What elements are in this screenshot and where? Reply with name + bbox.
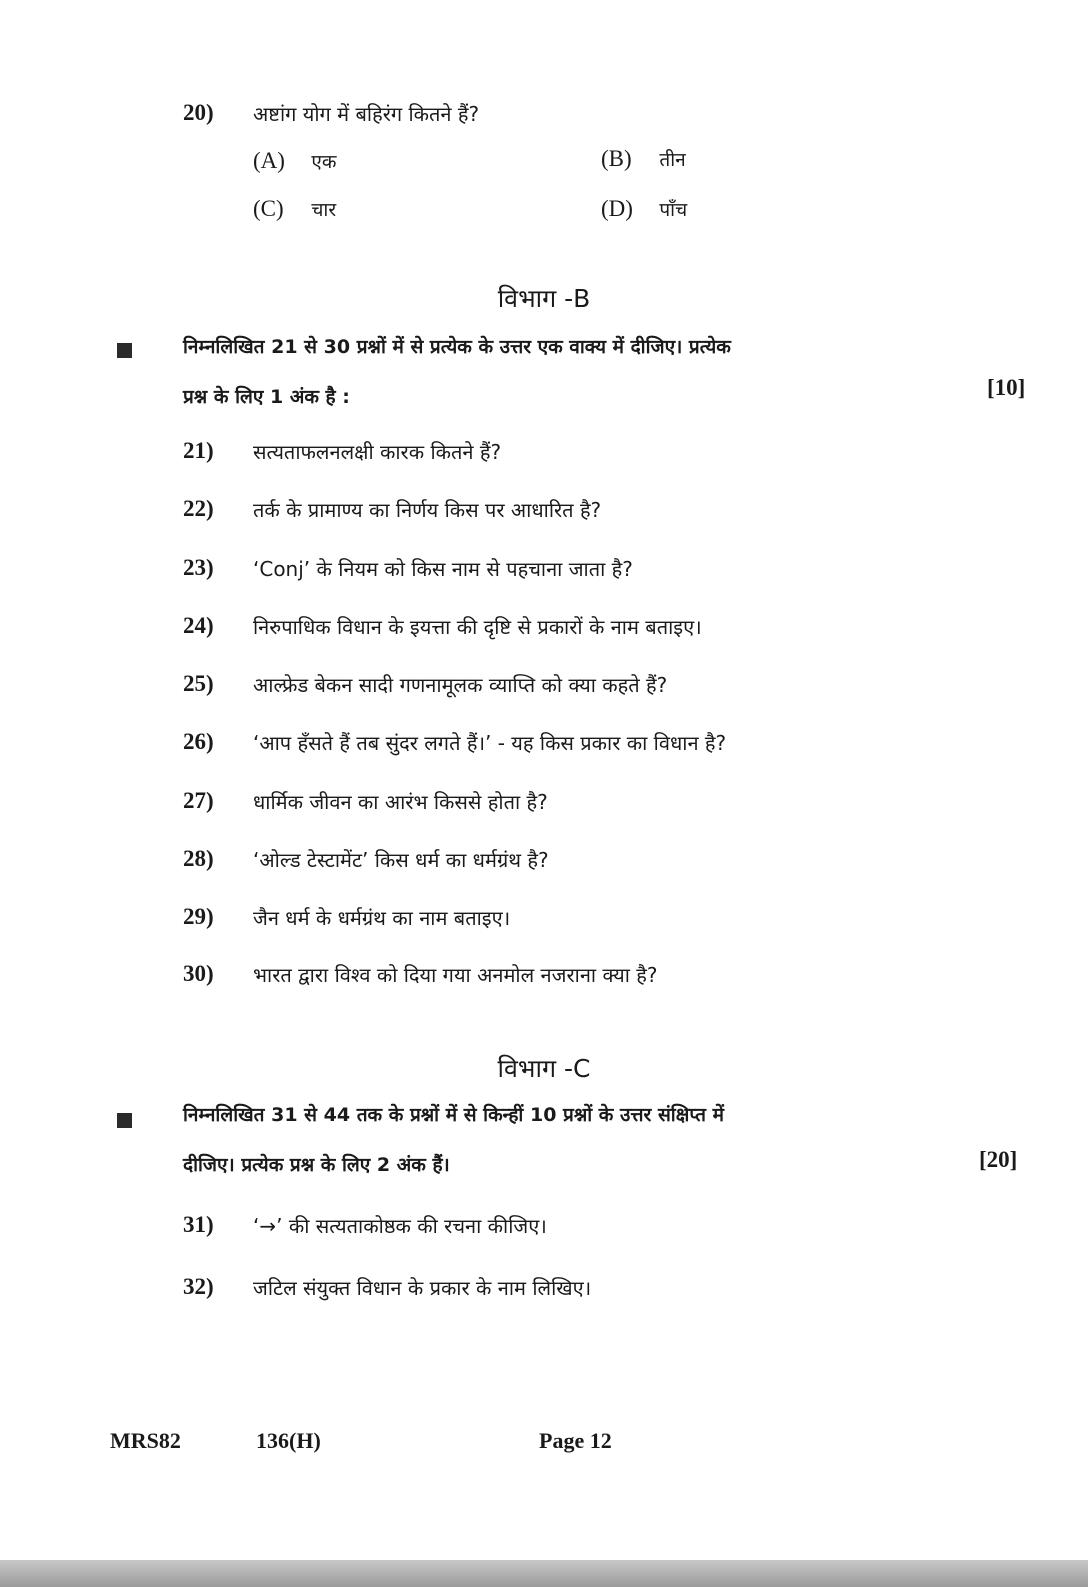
question-text: ‘→’ की सत्यताकोष्ठक की रचना कीजिए। [253,1214,547,1238]
section-c-instruction-line2: दीजिए। प्रत्येक प्रश्न के लिए 2 अंक हैं। [183,1154,450,1176]
question-text: ‘ओल्ड टेस्टामेंट’ किस धर्म का धर्मग्रंथ है? [253,848,549,872]
question-text: जटिल संयुक्त विधान के प्रकार के नाम लिखिए। [253,1276,592,1300]
option-text: पाँच [659,199,688,221]
question-text: ‘Conj’ के नियम को किस नाम से पहचाना जाता है? [253,557,633,581]
question-number: 32) [183,1274,214,1299]
question-number: 31) [183,1212,214,1237]
section-b-instruction-line1: निम्नलिखित 21 से 30 प्रश्नों में से प्रत्येक के उत्तर एक वाक्य में दीजिए। प्रत्येक [183,336,731,358]
option-label: (A) [253,148,285,173]
scan-edge [0,1560,1088,1587]
question-number: 26) [183,729,214,754]
question-text: जैन धर्म के धर्मग्रंथ का नाम बताइए। [253,906,511,930]
option-d [601,196,687,222]
question-number: 23) [183,555,214,580]
question-number: 30) [183,961,214,986]
question-number: 27) [183,788,214,813]
question-text: धार्मिक जीवन का आरंभ किससे होता है? [253,790,548,814]
question-number: 28) [183,846,214,871]
question-number: 24) [183,613,214,638]
bullet-icon [117,343,132,358]
option-label: (D) [601,196,633,221]
question-number: 22) [183,496,214,521]
question-text: अष्टांग योग में बहिरंग कितने हैं? [253,102,480,126]
question-text: तर्क के प्रामाण्य का निर्णय किस पर आधारित है? [253,498,602,522]
question-text: निरुपाधिक विधान के इयत्ता की दृष्टि से प्रकारों के नाम बताइए। [253,615,702,639]
section-b-title: विभाग -B [497,284,591,313]
option-a [253,148,336,174]
section-b-marks: [10] [987,375,1026,400]
section-c-instruction-line1: निम्नलिखित 31 से 44 तक के प्रश्नों में से किन्हीं 10 प्रश्नों के उत्तर संक्षिप्त में [183,1104,724,1126]
question-text: ‘आप हँसते हैं तब सुंदर लगते हैं।’ - यह किस प्रकार का विधान है? [253,731,727,755]
question-number: 29) [183,904,214,929]
option-label: (C) [253,196,284,221]
question-number: 20) [183,100,214,125]
section-b-instruction-line2: प्रश्न के लिए 1 अंक है : [183,386,350,408]
question-number: 25) [183,671,214,696]
option-text: तीन [659,149,686,171]
option-c [253,196,336,222]
bullet-icon [117,1113,132,1128]
option-label: (B) [601,146,632,171]
question-number: 21) [183,438,214,463]
footer-page: Page 12 [539,1428,612,1453]
section-c-title: विभाग -C [497,1054,591,1083]
option-text: एक [311,151,337,173]
footer-paper: 136(H) [256,1428,321,1453]
question-text: सत्यताफलनलक्षी कारक कितने हैं? [253,440,502,464]
question-text: आल्फ्रेड बेकन सादी गणनामूलक व्याप्ति को क्या कहते हैं? [253,673,668,697]
option-text: चार [311,199,337,221]
section-c-marks: [20] [979,1147,1018,1172]
question-text: भारत द्वारा विश्व को दिया गया अनमोल नजराना क्या है? [253,963,658,987]
option-b [601,146,686,172]
footer-code: MRS82 [110,1428,181,1453]
